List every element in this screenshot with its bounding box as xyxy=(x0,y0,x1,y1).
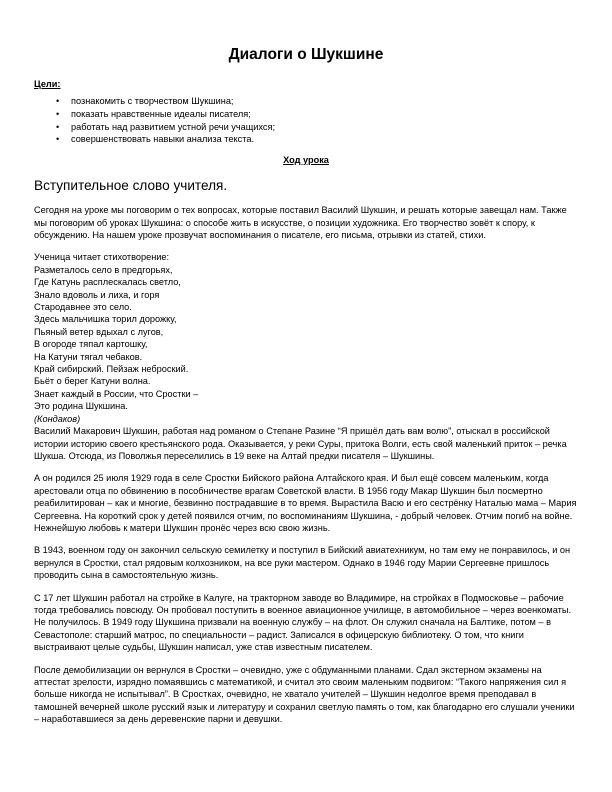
paragraph-youth: В 1943, военном году он закончил сельскую семилетку и поступил в Бийский авиатехникум, но там ему не понравилось, и он вернулся в Сростки, стал рядовым колхозником, на все руки мастером. Однако в 1946 году Марии Сергеевне пришлось проводить сына в самостоятельную жизнь. xyxy=(34,545,571,581)
goals-label-colon: : xyxy=(57,79,61,89)
poem-line: Край сибирский. Пейзаж неброский. xyxy=(34,364,189,375)
goals-label xyxy=(34,78,578,90)
goal-item: • совершенствовать навыки анализа текста. xyxy=(34,133,578,146)
poem-line: Это родина Шукшина. xyxy=(34,401,128,412)
goal-item: • работать над развитием устной речи учащихся; xyxy=(34,121,578,134)
goal-item: • показать нравственные идеалы писателя; xyxy=(34,108,578,121)
paragraph-intro: Сегодня на уроке мы поговорим о тех вопросах, которые поставил Василий Шукшин, и решать которые завещал нам. Также мы поговорим об уроках Шукшина: о способе жить в искусстве, о позиции художника. Его творчество зовёт к спору, к обсуждению. На нашем уроке прозвучат воспоминания о писателе, его письма, отрывки из статей, стихи. xyxy=(34,205,567,240)
poem-line: Знало вдоволь и лиха, и горя xyxy=(34,289,160,300)
poem-block xyxy=(34,251,578,425)
poem-author: (Кондаков) xyxy=(34,413,81,424)
page-title: Диалоги о Шукшине xyxy=(228,46,384,63)
poem-line: Где Катунь расплескалась светло, xyxy=(34,277,181,288)
poem-line: На Катуни тягал чебаков. xyxy=(34,351,143,362)
goals-list xyxy=(34,95,578,145)
paragraph-demobilization: После демобилизации он вернулся в Сростки – очевидно, уже с обдуманными планами. Сдал экстерном экзамены на аттестат зрелости, изрядно помаявшись с математикой, и считал это своим маленьким подвигом: “Такого напряжения сил я больше никогда не испытывал”. В Сростках, очевидно, не хватало учителей – Шукшин недолгое время преподавал в тамошней вечерней школе русский язык и литературу и сохранил светлую память о том, как благодарно его слушали ученики – наработавшиеся за день деревенские парни и девушки. xyxy=(34,664,575,725)
paragraph-childhood: А он родился 25 июля 1929 года в селе Сростки Бийского района Алтайского края. И был ещё совсем маленьким, когда арестовали отца по обвинению в пособничестве врагам Советской власти. В 1956 году Макар Шукшин был посмертно реабилитирован – как и многие, безвинно пострадавшие в то время. Вырастила Васю и его сестрёнку Наталью мама – Мария Сергеевна. На короткий срок у детей появился отчим, по воспоминаниям Шукшина, - добрый человек. Отчим погиб на войне. Нежнейшую любовь к матери Шукшин пронёс через всю свою жизнь. xyxy=(34,473,577,533)
poem-line: В огороде тяпал картошку, xyxy=(34,339,148,350)
poem-line: Разметалось село в предгорьях, xyxy=(34,264,173,275)
poem-line: Здесь мальчишка торил дорожку, xyxy=(34,314,177,325)
poem-line: Знает каждый в России, что Сростки – xyxy=(34,388,199,399)
goal-item: • познакомить с творчеством Шукшина; xyxy=(34,95,578,108)
lesson-heading: Ход урока xyxy=(283,154,329,165)
poem-line: Бьёт о берег Катуни волна. xyxy=(34,376,151,387)
poem-line: Стародавнее это село. xyxy=(34,302,132,313)
goals-label-text: Цели xyxy=(34,79,58,89)
paragraph-origin: Василий Макарович Шукшин, работая над романом о Степане Разине “Я пришёл дать вам волю”, отыскал в российской истории историю своего крестьянского рода. Оказывается, у реки Суры, притока Волги, есть свой маленький приток – речка Шукша. Отсюда, из Поволжья переселились в 19 веке на Алтай предки писателя – Шукшины. xyxy=(34,426,567,461)
poem-line: Пьяный ветер вдыхал с лугов, xyxy=(34,326,164,337)
paragraph-work: С 17 лет Шукшин работал на стройке в Калуге, на тракторном заводе во Владимире, на стройках в Подмосковье – рабочие тогда требовались повсюду. Он пробовал поступить в военное авиационное училище, в автомобильное – через военкоматы. Не получилось. В 1949 году Шукшина призвали на военную службу – на флот. Он служил сначала на Балтике, потом – в Севастополе: старший матрос, по специальности – радист. Записался в офицерскую библиотеку. О том, что книги выстраивают целые судьбы, Шукшин написал, уже став известным писателем. xyxy=(34,592,572,653)
poem-intro: Ученица читает стихотворение: xyxy=(34,252,170,263)
intro-heading: Вступительное слово учителя. xyxy=(34,178,228,194)
